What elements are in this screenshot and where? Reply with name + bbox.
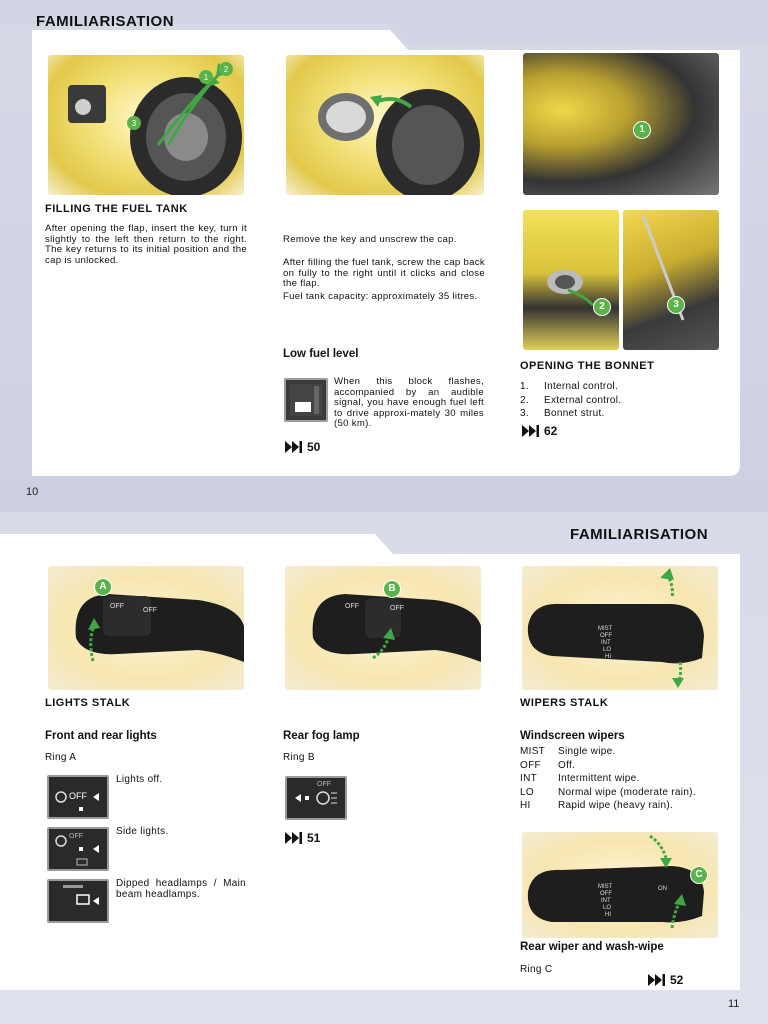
svg-text:OFF: OFF	[600, 633, 612, 639]
svg-text:OFF: OFF	[600, 891, 612, 897]
svg-text:1: 1	[203, 73, 209, 82]
svg-text:INT: INT	[601, 898, 611, 904]
fuel-page-ref[interactable]	[285, 440, 320, 454]
svg-text:HI: HI	[605, 912, 611, 918]
rear-wiper-heading: Rear wiper and wash-wipe	[520, 941, 664, 953]
svg-text:OFF: OFF	[390, 605, 404, 612]
list-item: HI Rapid wipe (heavy rain).	[520, 800, 674, 811]
list-item: 1. Internal control.	[520, 381, 619, 392]
skip-forward-icon	[285, 441, 303, 453]
list-item: INT Intermittent wipe.	[520, 773, 640, 784]
side-lights-label: Side lights.	[116, 826, 169, 837]
side-lights-icon	[47, 827, 109, 871]
list-item: OFF Off.	[520, 759, 576, 771]
svg-text:INT: INT	[601, 640, 611, 646]
wipers-page-ref-number: 52	[670, 973, 684, 987]
low-fuel-text: When this block flashes, accompanied by an audible signal, you have enough fuel left to drive approxi-mately 30 miles (50 km).	[334, 376, 484, 429]
svg-text:OFF: OFF	[317, 781, 331, 788]
skip-forward-icon	[285, 832, 303, 844]
fuel-text-1: After opening the flap, insert the key, turn it slightly to the left then return to the right. The key returns to its initial position and the cap is unlocked.	[45, 223, 247, 266]
fuel-text-2a: Remove the key and unscrew the cap.	[283, 234, 457, 245]
svg-text:OFF: OFF	[143, 607, 157, 614]
svg-text:OFF: OFF	[69, 833, 83, 840]
wipers-page-ref[interactable]	[648, 973, 683, 987]
wiper-modes-list	[520, 745, 696, 813]
svg-text:LO: LO	[603, 905, 612, 911]
svg-text:MIST: MIST	[598, 626, 613, 632]
fog-subheading: Rear fog lamp	[283, 730, 360, 742]
svg-text:OFF: OFF	[110, 603, 124, 610]
page-title: FAMILIARISATION	[36, 13, 175, 30]
bonnet-page-ref-number: 62	[544, 424, 558, 438]
fuel-text-2c: Fuel tank capacity: approximately 35 litres.	[283, 291, 478, 302]
headlamps-label: Dipped headlamps / Main beam headlamps.	[116, 878, 246, 900]
svg-text:2: 2	[223, 65, 229, 74]
bonnet-heading: OPENING THE BONNET	[520, 360, 655, 372]
bonnet-internal-control-photo	[523, 53, 719, 195]
callout-badge-1: 1	[633, 121, 651, 139]
wipers-heading: WIPERS STALK	[520, 697, 609, 709]
bonnet-page-ref[interactable]	[522, 424, 557, 438]
lights-subheading: Front and rear lights	[45, 730, 157, 742]
fog-page-ref[interactable]	[285, 831, 320, 845]
callout-badge-c: C	[690, 866, 708, 884]
callout-badge-a: A	[94, 578, 112, 596]
headlamps-icon	[47, 879, 109, 923]
fog-page-ref-number: 51	[307, 831, 321, 845]
fog-ring: Ring B	[283, 752, 315, 763]
svg-text:LO: LO	[603, 647, 612, 653]
list-item: MIST Single wipe.	[520, 746, 616, 757]
wipers-stalk-photo	[522, 566, 718, 690]
lights-heading: LIGHTS STALK	[45, 697, 131, 709]
callout-badge-3: 3	[667, 296, 685, 314]
fog-stalk-photo	[285, 566, 481, 690]
page-title: FAMILIARISATION	[570, 526, 709, 543]
fuel-flap-key-photo	[48, 55, 244, 195]
rear-wiper-stalk-photo	[522, 832, 718, 938]
page-number: 11	[728, 998, 740, 1010]
callout-badge-2: 2	[593, 298, 611, 316]
page-11	[0, 512, 768, 1024]
lights-stalk-photo	[48, 566, 244, 690]
skip-forward-icon	[648, 974, 666, 986]
fuel-heading: FILLING THE FUEL TANK	[45, 203, 188, 215]
svg-text:3: 3	[131, 119, 137, 128]
fuel-page-ref-number: 50	[307, 440, 321, 454]
low-fuel-heading: Low fuel level	[283, 348, 359, 360]
rear-wiper-ring: Ring C	[520, 964, 553, 975]
list-item: LO Normal wipe (moderate rain).	[520, 786, 696, 798]
svg-text:HI: HI	[605, 654, 611, 660]
low-fuel-warning-icon	[284, 378, 328, 422]
svg-text:OFF: OFF	[345, 603, 359, 610]
rear-fog-lamp-icon	[285, 776, 347, 820]
svg-text:ON: ON	[658, 886, 667, 892]
list-item: 2. External control.	[520, 394, 622, 406]
list-item: 3. Bonnet strut.	[520, 408, 605, 419]
fuel-text-2b: After filling the fuel tank, screw the cap back on fully to the right until it clicks and close the flap.	[283, 257, 485, 289]
callout-badge-b: B	[383, 580, 401, 598]
bonnet-list	[520, 380, 621, 421]
bonnet-strut-photo	[623, 210, 719, 350]
page-number: 10	[26, 486, 39, 498]
lights-ring: Ring A	[45, 752, 77, 763]
lights-off-label: Lights off.	[116, 774, 163, 785]
fuel-cap-removed-photo	[286, 55, 484, 195]
wipers-subheading: Windscreen wipers	[520, 730, 625, 742]
lights-off-icon	[47, 775, 109, 819]
svg-text:MIST: MIST	[598, 884, 613, 890]
bonnet-external-control-photo	[523, 210, 619, 350]
skip-forward-icon	[522, 425, 540, 437]
svg-text:OFF: OFF	[69, 791, 87, 801]
